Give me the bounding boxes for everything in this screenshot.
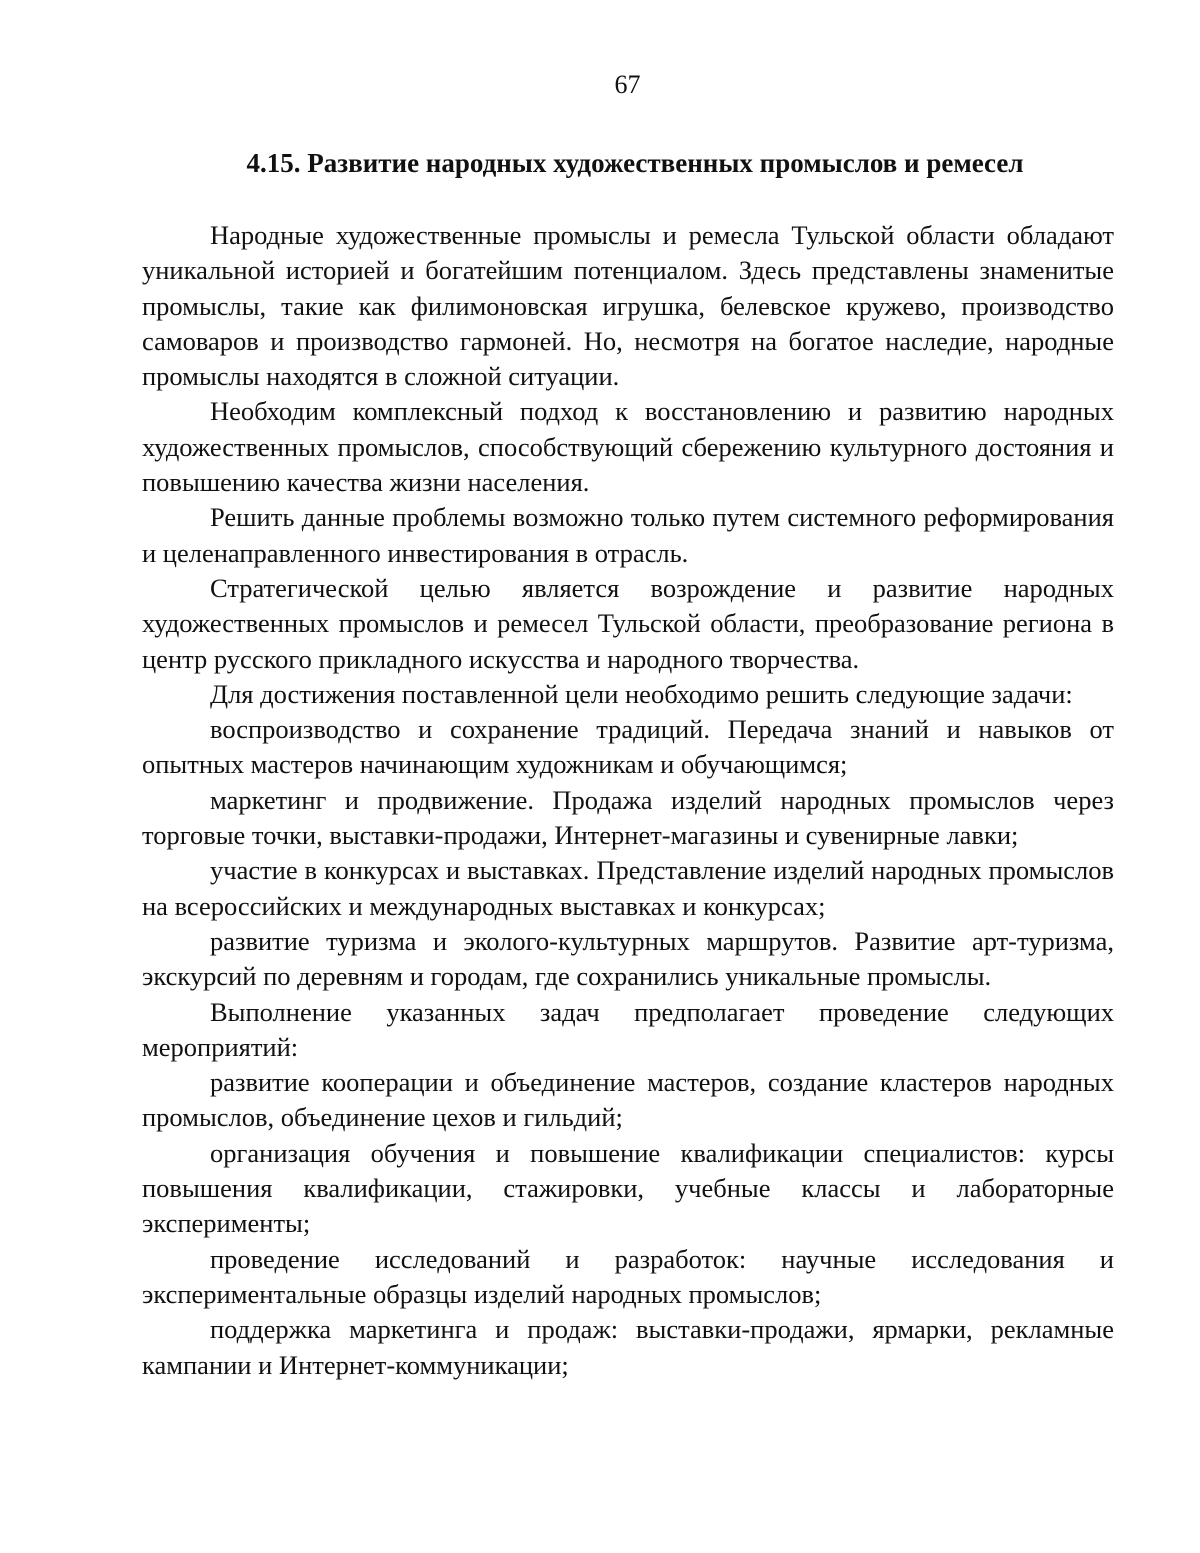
- page-number: 67: [614, 70, 641, 99]
- paragraph: Необходим комплексный подход к восстановлению и развитию народных художественных промыслов, способствующий сбережению культурного достояния и повышению качества жизни населения.: [142, 396, 1114, 498]
- list-item: развитие туризма и эколого-культурных маршрутов. Развитие арт-туризма, экскурсий по деревням и городам, где сохранились уникальные промыслы.: [142, 925, 1114, 992]
- list-item: поддержка маркетинга и продаж: выставки-продажи, ярмарки, рекламные кампании и Интернет-коммуникации;: [142, 1314, 1114, 1380]
- list-item: маркетинг и продвижение. Продажа изделий народных промыслов через торговые точки, выставки-продажи, Интернет-магазины и сувенирные лавки;: [142, 784, 1114, 851]
- list-item: участие в конкурсах и выставках. Представление изделий народных промыслов на всероссийских и международных выставках и конкурсах;: [142, 855, 1114, 921]
- paragraph: Народные художественные промыслы и ремесла Тульской области обладают уникальной историей и богатейшим потенциалом. Здесь представлены знаменитые промыслы, такие как филимоновская игрушка, белевское кружево, производство самоваров и производство гармоней. Но, несмотря на богатое наследие, народные промыслы находятся в сложной ситуации.: [142, 220, 1114, 392]
- list-item: проведение исследований и разработок: научные исследования и экспериментальные образцы изделий народных промыслов;: [142, 1243, 1114, 1309]
- body-text: [142, 218, 1114, 1383]
- paragraph: Выполнение указанных задач предполагает проведение следующих мероприятий:: [142, 996, 1114, 1062]
- section-heading: 4.15. Развитие народных художественных промыслов и ремесел: [246, 148, 1024, 178]
- paragraph: Для достижения поставленной цели необходимо решить следующие задачи:: [210, 678, 1073, 709]
- list-item: воспроизводство и сохранение традиций. Передача знаний и навыков от опытных мастеров начинающим художникам и обучающимся;: [142, 714, 1114, 780]
- paragraph: Стратегической целью является возрождение и развитие народных художественных промыслов и ремесел Тульской области, преобразование региона в центр русского прикладного искусства и народного творчества.: [142, 572, 1114, 674]
- paragraph: Решить данные проблемы возможно только путем системного реформирования и целенаправленного инвестирования в отрасль.: [142, 502, 1114, 568]
- list-item: организация обучения и повышение квалификации специалистов: курсы повышения квалификации, стажировки, учебные классы и лабораторные эксперименты;: [142, 1137, 1114, 1239]
- list-item: развитие кооперации и объединение мастеров, создание кластеров народных промыслов, объединение цехов и гильдий;: [142, 1067, 1114, 1133]
